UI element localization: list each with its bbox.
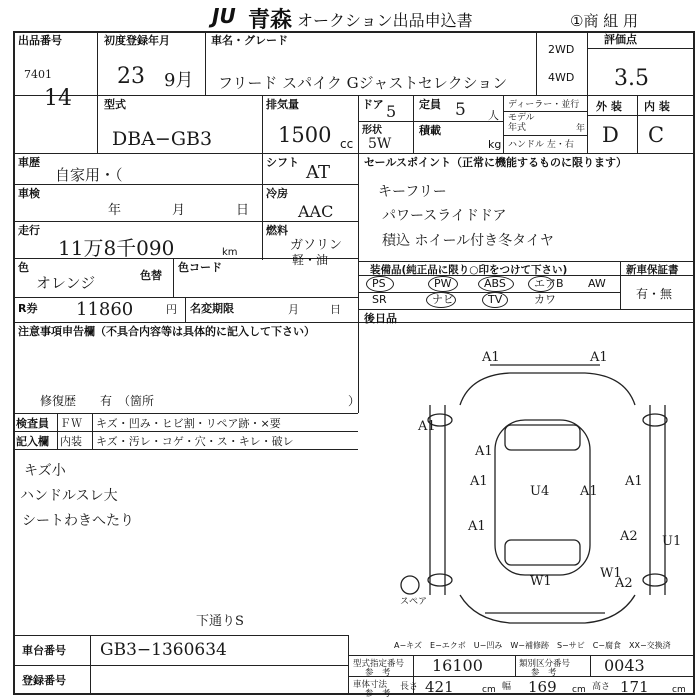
header xyxy=(0,0,700,33)
length-value: 421 xyxy=(425,678,454,696)
mark-6: U4 xyxy=(530,484,550,499)
width-value: 169 xyxy=(528,678,557,696)
height-unit: cm xyxy=(672,685,686,695)
score-value: 3.5 xyxy=(614,66,649,91)
width-label: 幅 xyxy=(502,682,512,692)
r-ken-label: R券 xyxy=(18,302,38,315)
shift-value: AT xyxy=(306,162,331,183)
inspector-sign: 下通りS xyxy=(196,614,244,629)
cc-unit: cc xyxy=(340,137,354,151)
diagram-wheel-rr xyxy=(643,574,667,586)
displacement-value: 1500 xyxy=(278,123,332,147)
diagram-windshield xyxy=(505,425,580,450)
person-unit: 人 xyxy=(488,109,499,122)
model-label: 型式 xyxy=(104,98,126,111)
shape-label: 形状 xyxy=(362,125,382,136)
equip-ps: PS xyxy=(372,277,386,290)
mark-11: W1 xyxy=(530,574,552,589)
r-ken-value: 11860 xyxy=(76,299,134,320)
dims-ref-label: 参 考 xyxy=(365,689,391,699)
equip-abs: ABS xyxy=(484,277,506,290)
exterior-label: 外 装 xyxy=(596,100,622,113)
class-ref-label: 参 考 xyxy=(531,668,557,678)
notice-label: 注意事項申告欄（不具合内容等は具体的に記入して下さい） xyxy=(18,325,315,338)
entry-label: 記入欄 xyxy=(16,435,49,448)
kg-unit: kg xyxy=(488,138,502,151)
mark-8: A1 xyxy=(468,519,486,534)
lot-ref: 7401 xyxy=(24,68,52,81)
doors-value: 5 xyxy=(386,102,397,121)
circle-tv xyxy=(482,292,508,308)
displacement-label: 排気量 xyxy=(266,98,299,111)
repair-close: ） xyxy=(348,394,361,408)
note-1: キズ小 xyxy=(24,463,66,479)
ju-logo: JU xyxy=(212,4,236,28)
doors-label: ドア xyxy=(362,98,384,111)
color-value: オレンジ xyxy=(36,274,96,292)
new-warranty-label: 新車保証書 xyxy=(626,264,679,276)
exterior-value: D xyxy=(602,123,619,147)
insp-day: 日 xyxy=(236,203,250,218)
mark-10: U1 xyxy=(662,534,682,549)
color-code-label: 色コード xyxy=(178,261,222,274)
nc-day: 日 xyxy=(330,303,341,316)
mark-13: A2 xyxy=(615,576,633,591)
model-year-label: モデル 年式 xyxy=(508,113,535,133)
score-label: 評価点 xyxy=(604,33,637,46)
color-label: 色 xyxy=(18,261,29,274)
handle-label: ハンドル 左・右 xyxy=(508,140,574,150)
mileage-label: 走行 xyxy=(18,224,40,237)
warranty-choice: 有・無 xyxy=(636,287,673,301)
name-grade-label: 車名・グレード xyxy=(211,34,288,47)
equip-leather: カワ xyxy=(534,293,556,306)
history-label: 車歴 xyxy=(18,156,40,169)
circle-navi xyxy=(426,292,456,308)
shift-label: シフト xyxy=(266,156,299,169)
car-name: フリード スパイク Gジャストセレクション xyxy=(218,74,508,92)
chassis-value: GB3−1360634 xyxy=(100,640,227,660)
lot-no-label: 出品番号 xyxy=(18,34,62,47)
fw-label: ＦＷ xyxy=(60,417,82,430)
mark-3: A1 xyxy=(418,419,436,434)
height-value: 171 xyxy=(620,678,649,696)
equip-sr: SR xyxy=(372,293,387,306)
2wd-label: 2WD xyxy=(548,43,575,56)
color-change-label: 色替 xyxy=(140,269,162,282)
car-damage-diagram xyxy=(400,345,695,630)
lot-number: 14 xyxy=(44,86,72,111)
interior-label: 内 装 xyxy=(644,100,670,113)
insp-month: 月 xyxy=(172,203,186,218)
sales-item-3: 積込 ホイール付き冬タイヤ xyxy=(382,233,554,249)
type-no-label: 型式指定番号 xyxy=(353,659,405,669)
diagram-wheel-rl xyxy=(428,574,452,586)
form-title: オークション出品申込書 xyxy=(297,11,473,30)
reg-no-label: 登録番号 xyxy=(22,674,66,687)
equipment-grid xyxy=(362,277,620,309)
equipment-label: 装備品(純正品に限り○印をつけて下さい) xyxy=(370,264,568,276)
circle-pw xyxy=(428,276,458,292)
width-unit: cm xyxy=(572,685,586,695)
circle-airbag xyxy=(528,276,554,292)
diagram-right-side xyxy=(650,405,665,595)
equip-airbag: エアB xyxy=(534,277,564,290)
length-unit: cm xyxy=(482,685,496,695)
km-unit: km xyxy=(222,247,238,258)
nc-month: 月 xyxy=(288,303,299,316)
class-no-value: 0043 xyxy=(604,656,645,675)
equip-tv: TV xyxy=(488,293,503,306)
chassis-label: 車台番号 xyxy=(22,644,66,657)
mileage-value: 11万8千090 xyxy=(58,236,175,260)
fuel-value: ガソリン xyxy=(290,238,343,253)
yen-unit: 円 xyxy=(166,303,177,316)
diagram-spare-circle xyxy=(401,576,419,594)
cooler-value: AAC xyxy=(298,202,334,221)
org-name: 青森 xyxy=(248,8,293,33)
sales-item-2: パワースライドドア xyxy=(382,208,507,224)
after-date-label: 後日品 xyxy=(364,312,397,325)
dealer-label: ディーラー・並行 xyxy=(508,100,580,110)
load-label: 積載 xyxy=(419,124,441,137)
diagram-wheel-fr xyxy=(643,414,667,426)
capacity-value: 5 xyxy=(455,100,466,120)
4wd-label: 4WD xyxy=(548,71,575,84)
mark-4: A1 xyxy=(475,444,493,459)
sales-point-label: セールスポイント（正常に機能するものに限ります） xyxy=(364,156,628,169)
circle-ps xyxy=(366,276,394,292)
name-change-label: 名変期限 xyxy=(190,302,234,315)
mark-5: A1 xyxy=(625,474,643,489)
mark-2: A1 xyxy=(590,350,608,365)
damage-legend: A−キズ E−エクボ U−凹み W−補修跡 S−サビ C−腐食 XX−交換済 xyxy=(394,641,671,650)
mark-7: A1 xyxy=(470,474,488,489)
type-ref-label: 参 考 xyxy=(365,668,391,678)
year-short: 年 xyxy=(576,124,586,134)
length-label: 長さ xyxy=(400,682,419,692)
mark-14: A1 xyxy=(580,484,598,499)
first-reg-label: 初度登録年月 xyxy=(104,34,170,47)
diagram-rear-window xyxy=(505,540,580,565)
spare-label: スペア xyxy=(400,597,428,607)
mark-9: A2 xyxy=(620,529,638,544)
fuel-options: 軽・油 xyxy=(292,253,329,267)
insp-year: 年 xyxy=(108,203,122,218)
equip-aw: AW xyxy=(588,277,606,290)
naiso-label: 内装 xyxy=(60,435,82,448)
copy-type: ①商 組 用 xyxy=(570,12,638,30)
circle-abs xyxy=(478,276,514,292)
model-value: DBA−GB3 xyxy=(112,128,213,150)
mark-12: W1 xyxy=(600,566,622,581)
equip-pw: PW xyxy=(434,277,452,290)
inspection-label: 車検 xyxy=(18,187,40,200)
fuel-label: 燃料 xyxy=(266,224,288,237)
note-2: ハンドルスレ大 xyxy=(20,488,118,504)
history-value: 自家用・（ xyxy=(55,166,123,184)
class-no-label: 類別区分番号 xyxy=(519,659,571,669)
cooler-label: 冷房 xyxy=(266,187,288,200)
height-label: 高さ xyxy=(592,682,611,692)
naiso-line: キズ・汚レ・コゲ・穴・ス・キレ・破レ xyxy=(96,435,294,448)
reg-year: 23 xyxy=(117,64,145,89)
dims-label: 車体寸法 xyxy=(353,680,388,690)
diagram-top-outline xyxy=(460,373,635,405)
type-no-value: 16100 xyxy=(432,656,483,675)
reg-month: 9月 xyxy=(164,70,194,91)
checker-label: 検査員 xyxy=(16,417,49,430)
sales-item-1: キーフリー xyxy=(378,184,447,200)
repair-label: 修復歴 有 （箇所 xyxy=(40,394,155,408)
interior-value: C xyxy=(648,123,665,147)
capacity-label: 定員 xyxy=(419,98,441,111)
diagram-bottom-outline xyxy=(460,595,635,623)
mark-1: A1 xyxy=(482,350,500,365)
equip-navi: ナビ xyxy=(432,293,454,306)
fw-line: キズ・凹み・ヒビ割・リペア跡・×要 xyxy=(96,417,281,430)
shape-value: 5W xyxy=(368,136,392,152)
note-3: シートわきへたり xyxy=(22,513,134,529)
